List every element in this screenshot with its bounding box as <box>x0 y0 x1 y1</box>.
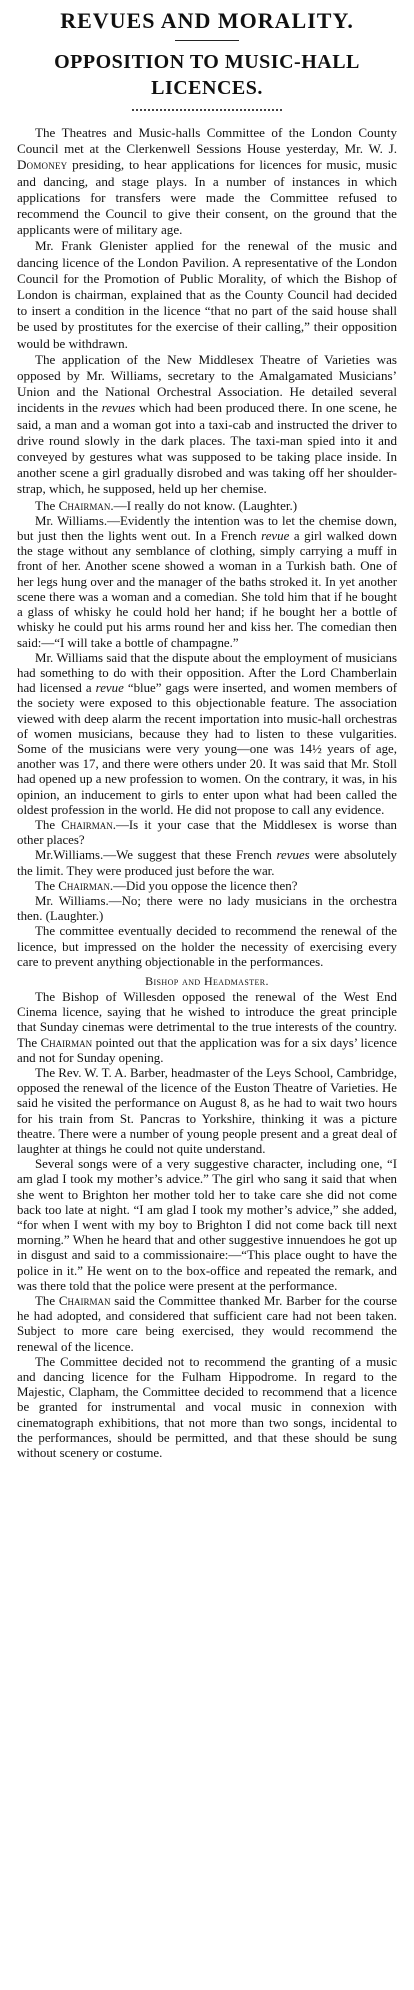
headline-line-1: OPPOSITION TO MUSIC-HALL <box>54 51 360 73</box>
chairman-1-name: Chairman <box>58 497 111 513</box>
intro-text: The Theatres and Music-halls Committee of the London County Council met at the Clerkenwell Sessions House yesterday, Mr. W. J. <box>17 125 397 157</box>
article-body-dense <box>17 514 397 1461</box>
chairman-4-name: Chairman <box>58 1294 111 1309</box>
paragraph-songs: Several songs were of a very suggestive character, including one, “I am glad I took my mother’s advice.” The girl who sang it said that when she went to Brighton her mother told her to take care she did not come back too late at night. “I am glad I took my mother’s advice,” she added, “for when I went with my boy to Brighton I did not come back till next morning.” When he heard that and other suggestive innuendoes he got up in disgust and said to a commissionaire:—“This place ought to have the police in it.” He went on to the box-office and repeated the remark, and was there told that the police were present at the performance. <box>17 1157 397 1293</box>
paragraph-chairman-2 <box>17 818 397 848</box>
williams-2-italic: revue <box>95 681 124 696</box>
chairman-4-text: said the Committee thanked Mr. Barber for the course he had adopted, and considered that sufficient care had not been taken. Subject to more care being exercised, they would recommend the renewal of the licence. <box>17 1294 397 1354</box>
williams-1-italic: revue <box>261 529 290 544</box>
williams-3-italic: revues <box>276 848 310 863</box>
bishop-chairman: Chairman <box>40 1035 93 1050</box>
section-subhead: Bishop and Headmaster. <box>145 973 269 988</box>
intro-text-rest: presiding, to hear applications for licences for music, music and dancing, and stage plays. In a number of instances in which applications for transfers were made the Committee refused to recommend the Council to give their consent, on the ground that the applicants were of military age. <box>17 157 397 238</box>
headline-rule <box>132 109 282 111</box>
intro-name: Domoney <box>17 157 68 173</box>
paragraph-chairman-1 <box>17 498 397 514</box>
chairman-3-prefix: The <box>35 878 59 893</box>
chairman-1-prefix: The <box>35 497 59 513</box>
bishop-text: The Bishop of Willesden opposed the renewal of the West End Cinema licence, saying that he wished to introduce the great principle that Sunday cinemas were detrimental to the true interests of the country. The <box>17 989 397 1050</box>
headline-line-2: LICENCES. <box>151 77 263 99</box>
middlesex-text-rest: which had been produced there. In one scene, he said, a man and a woman got into a taxi-cab and instructed the driver to drive round slowly in the dark places. The taxi-man spied into it and conveyed by gestures what was supposed to be taking place inside. In another scene a girl gradually disrobed and was taking off her shoulder-strap, which, he supposed, held up her chemise. <box>17 400 397 497</box>
paragraph-williams-2 <box>17 651 397 818</box>
paragraph-intro <box>17 125 397 238</box>
paragraph-williams-3 <box>17 848 397 878</box>
paragraph-williams-1 <box>17 514 397 651</box>
paragraph-glenister: Mr. Frank Glenister applied for the renewal of the music and dancing licence of the London Pavilion. A representative of the London Council for the Promotion of Public Morality, of which the Bishop of London is chairman, explained that as the County Council had decided to insert a condition in the licence “that no part of the said house shall be used by prostitutes for the exercise of their calling,” their opposition would be withdrawn. <box>17 238 397 351</box>
middlesex-text: The application of the New Middlesex Theatre of Varieties was opposed by Mr. Williams, secretary to the Amalgamated Musicians’ Union and the National Orchestral Association. He detailed several incidents in the <box>17 351 397 416</box>
middlesex-italic: revues <box>101 400 136 416</box>
paragraph-final: The Committee decided not to recommend the granting of a music and dancing licence for the Fulham Hippodrome. In regard to the Majestic, Clapham, the Committee decided to recommend that a licence be granted for instrumental and vocal music in connexion with cinematograph exhibitions, that not more than two songs, incidental to the performances, should be permitted, and that these should be sung without scenery or costume. <box>17 1354 397 1461</box>
paragraph-middlesex <box>17 352 397 498</box>
williams-3-text: Mr.Williams.—We suggest that these French <box>35 848 277 863</box>
paragraph-chairman-4 <box>17 1294 397 1355</box>
article-body <box>17 125 397 514</box>
article-headline <box>17 49 397 101</box>
paragraph-barber: The Rev. W. T. A. Barber, headmaster of the Leys School, Cambridge, opposed the renewal of the licence of the Euston Theatre of Varieties. He said he visited the performance on August 8, as he had to wait two hours for his train from St. Pancras to Yorkshire, thinking it was a picture theatre. There were a number of young people present and a great deal of laughter at things he could not quite understand. <box>17 1065 397 1156</box>
paragraph-chairman-3 <box>17 879 397 894</box>
chairman-3-text: .—Did you oppose the licence then? <box>109 878 298 893</box>
williams-2-text-rest: “blue” gags were inserted, and women members of the society were exposed to this objectionable feature. The association viewed with deep alarm the recent importation into music-hall orchestras of women musicians, because they had to listen to these vulgarities. Some of the musicians were very young—one was 14½ years of age, another was 17, and there were others under 20. It was said that Mr. Stoll had opened up a new profession to women. On the contrary, it was, in his opinion, an inducement to girls to enter upon what had been called the oldest profession in the world. He did not propose to call any evidence. <box>17 681 397 817</box>
williams-1-text: Mr. Williams.—Evidently the intention was to let the chemise down, but just then the lights went out. In a French <box>17 513 397 544</box>
chairman-3-name: Chairman <box>58 878 110 893</box>
williams-3-text-rest: were absolutely the limit. They were produced just before the war. <box>17 848 397 878</box>
title-rule <box>175 40 239 41</box>
paragraph-committee: The committee eventually decided to recommend the renewal of the licence, but impressed on the holder the necessity of exercising every care to prevent anything objectionable in the performances. <box>17 924 397 969</box>
williams-1-text-rest: a girl walked down the stage without any semblance of clothing, simply carrying a muff in front of her. Another scene showed a woman in a Turkish bath. One of her legs hung over and the manager of the baths stroked it. In yet another scene there was a woman and a comedian. She told him that if he bought a glass of whisky he could hold her hand; if he bought her a bottle of whisky he could put his arms round her and kiss her. The comedian then said:—“I will take a bottle of champagne.” <box>17 529 397 650</box>
chairman-2-name: Chairman <box>61 817 113 832</box>
bishop-text-rest: pointed out that the application was for a six days’ licence and not for Sunday opening. <box>17 1035 397 1065</box>
chairman-2-prefix: The <box>35 817 62 832</box>
chairman-4-prefix: The <box>35 1294 59 1309</box>
paragraph-williams-4: Mr. Williams.—No; there were no lady musicians in the orchestra then. (Laughter.) <box>17 893 397 924</box>
article-title: REVUES AND MORALITY. <box>60 8 354 33</box>
chairman-2-text: .—Is it your case that the Middlesex is worse than other places? <box>17 817 398 848</box>
williams-2-text: Mr. Williams said that the dispute about the employment of musicians had something to do with their opposition. After the Lord Chamberlain had licensed a <box>17 650 397 696</box>
chairman-1-text: .—I really do not know. (Laughter.) <box>110 497 298 513</box>
paragraph-bishop <box>17 990 397 1066</box>
